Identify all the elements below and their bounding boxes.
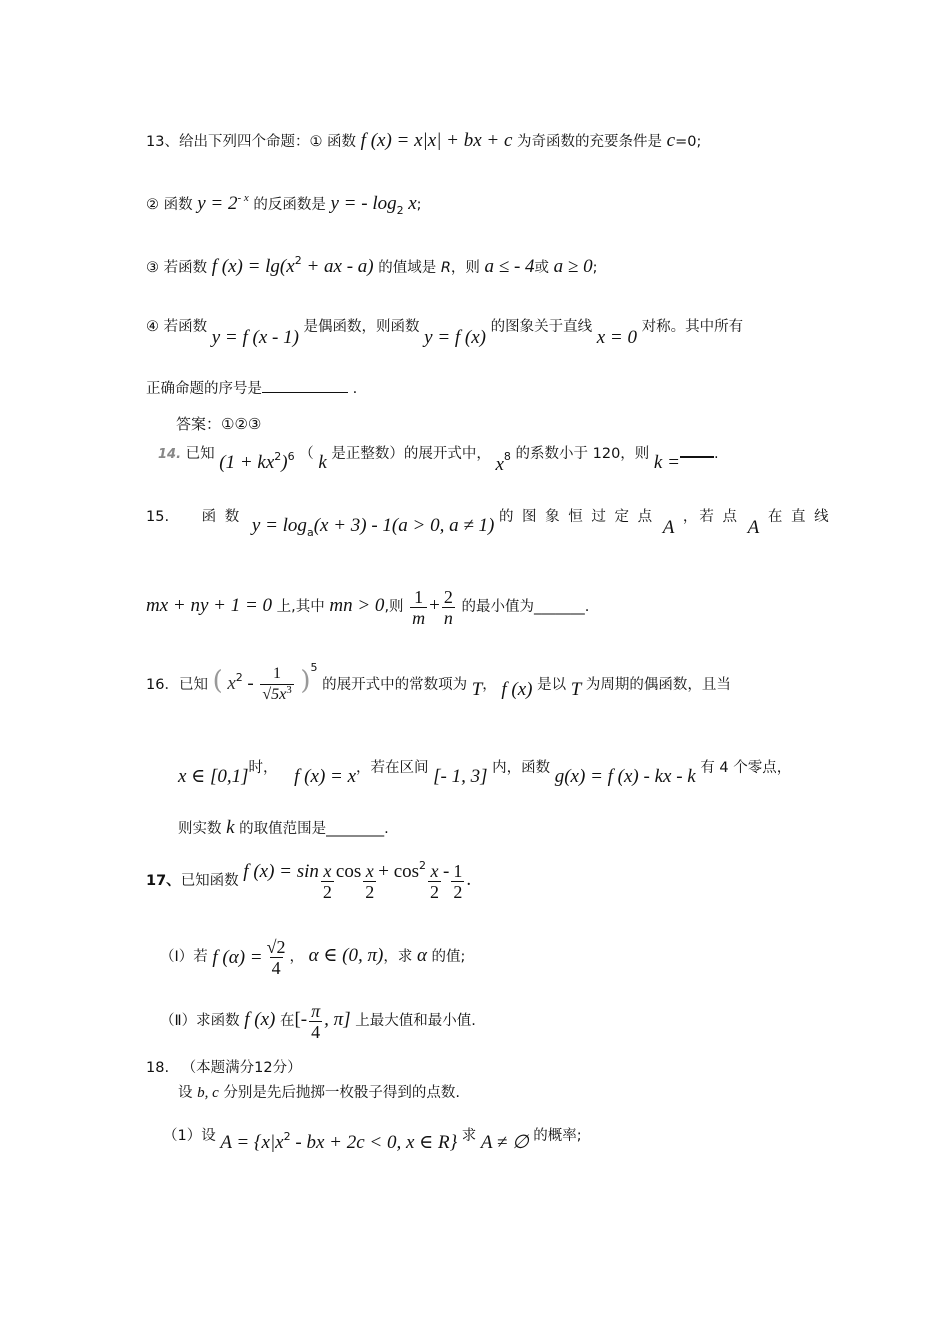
q14-x-pow: 8	[503, 450, 511, 463]
q13-p3-a1: a ≤ - 4	[484, 256, 535, 277]
q16-fx: f (x)	[501, 679, 533, 700]
q17-frac-c	[428, 861, 441, 902]
q13-p2-func: y = 2	[197, 193, 238, 214]
q17-p2-frac-num: π	[311, 1000, 321, 1021]
q17-frac-b-den: 2	[365, 881, 375, 902]
q17-frac-c-den: 2	[430, 881, 440, 902]
q14-mid: 是正整数）的展开式中，	[331, 446, 491, 462]
q17-p2-open: [-	[294, 1009, 308, 1030]
q14-x: x	[495, 454, 504, 475]
q14-blank	[680, 452, 714, 458]
q15-chars1: 函 数	[201, 509, 242, 525]
q13-p3-func-rest: + ax - a)	[301, 256, 374, 277]
q17-p1-comma: ，	[289, 949, 305, 965]
q16-minus: -	[247, 673, 254, 694]
q18-l3-set-rest: - bx + 2c < 0, x ∈ R}	[290, 1132, 458, 1153]
q17-frac-d	[451, 861, 464, 902]
q14-number: 14.	[158, 447, 182, 462]
q15-A2: A	[747, 517, 760, 538]
q17-frac-d-den: 2	[453, 881, 463, 902]
q15-mid5: ,则	[384, 599, 404, 615]
q18-note: （本题满分12分）	[181, 1060, 302, 1076]
q13-ask-text: 正确命题的序号是	[146, 381, 262, 397]
q15-base: a	[306, 526, 314, 539]
q17-p2-f: f (x)	[244, 1009, 276, 1030]
q17-cos: cos	[335, 861, 362, 882]
q13-prop2	[146, 194, 422, 216]
q18-l3-tail: 的概率;	[533, 1128, 582, 1144]
q17-p2-close: , π]	[324, 1009, 351, 1030]
q16-line2	[178, 757, 792, 787]
q16-comma: ，	[482, 677, 497, 693]
q17-p1-frac	[265, 937, 288, 978]
q15-cond: mn > 0	[329, 595, 385, 616]
q15-func: y = log	[251, 515, 307, 536]
q13-answer-text: 答案：①②③	[176, 415, 262, 433]
q17-p1-label: （Ⅰ）若	[160, 949, 208, 965]
q17-line1	[146, 858, 471, 904]
q14-tail: .	[713, 446, 719, 462]
q17-p1-f: f (α) =	[212, 947, 263, 968]
q13-p3-or: 或	[534, 260, 550, 276]
q17-p2-label: （Ⅱ）求函数	[160, 1013, 240, 1029]
q17-frac-b	[363, 861, 376, 902]
q16-interval: [- 1, 3]	[433, 766, 488, 787]
q16-line3	[178, 818, 389, 839]
q15-mid: 的 图 象 恒 过 定 点	[498, 509, 655, 525]
q17-frac-c-num: x	[430, 860, 439, 881]
q17-cos-pow: 2	[419, 859, 427, 872]
q16-frac-num: 1	[273, 665, 281, 682]
q14-pow: 6	[287, 450, 295, 463]
q13-function: f (x) = x|x| + bx + c	[360, 130, 513, 151]
q17-p2-frac-den: 4	[311, 1021, 321, 1042]
q17-prefix: 已知函数	[180, 873, 239, 889]
q16-x2-pow: 2	[235, 671, 243, 684]
q13-p2-prefix: ② 函数	[146, 197, 193, 213]
q18-line3	[163, 1125, 582, 1153]
right-paren: )	[300, 666, 311, 696]
q15-mid4: 上,其中	[276, 599, 325, 615]
q17-f: f (x) = sin	[243, 861, 319, 882]
q13-p2-inv: y = - log	[330, 193, 397, 214]
q17-frac-b-num: x	[365, 860, 374, 881]
q14-line	[158, 443, 719, 475]
q17-part1	[160, 932, 465, 981]
q17-part2	[160, 996, 476, 1045]
q14-prefix: 已知	[185, 446, 215, 462]
q13-p3-mid: 的值域是	[378, 260, 437, 276]
q15-plus: +	[429, 595, 440, 616]
q16-T1: T	[471, 679, 483, 700]
q16-frac-den-text: √5x	[262, 686, 287, 703]
q17-p1-domain: α ∈ (0, π)	[308, 945, 384, 966]
left-paren: (	[212, 666, 223, 696]
q15-frac1-num: 1	[414, 586, 424, 607]
q13-p3-tail: ;	[592, 260, 598, 276]
q17-p1-frac-num: √2	[266, 936, 286, 957]
q17-p1-tail: ，求	[383, 949, 413, 965]
q17-p2-in: 在	[279, 1013, 295, 1029]
q16-l2-tail: 有 4 个零点，	[700, 760, 792, 776]
q17-frac-a-den: 2	[322, 881, 332, 902]
q17-frac-a-num: x	[323, 860, 332, 881]
q16-l3-k: k	[226, 817, 235, 838]
q16-tail: 为周期的偶函数，且当	[585, 677, 731, 693]
q15-frac1	[410, 587, 427, 628]
q18-l2-vars: b, c	[197, 1085, 219, 1101]
q18-l2-prefix: 设	[178, 1085, 193, 1101]
q18-number: 18.	[146, 1060, 170, 1076]
q13-prop4	[146, 316, 744, 348]
q13-answer	[176, 414, 261, 434]
q18-l3-sq: 2	[283, 1130, 291, 1143]
q13-p4-mid2: 的图象关于直线	[490, 319, 593, 335]
q17-number: 17、	[146, 873, 181, 889]
q16-number: 16．已知	[146, 677, 208, 693]
q13-p3-R: R	[440, 260, 451, 276]
q16-l2-mid2: 内，函数	[492, 760, 551, 776]
q15-line1	[146, 506, 831, 539]
q17-p1-frac-den: 4	[271, 957, 281, 978]
q16-mid2: 是以	[537, 677, 567, 693]
q16-x2: x	[227, 673, 236, 694]
q15-frac1-den: m	[412, 607, 426, 628]
q13-cond-tail: =0;	[675, 134, 702, 150]
q16-frac-den	[260, 684, 293, 706]
q13-p3-comma: ，则	[450, 260, 480, 276]
q15-func-rest: (x + 3) - 1(a > 0, a ≠ 1)	[313, 515, 495, 536]
q13-p3-sq: 2	[294, 254, 302, 267]
q15-mid2: ，若 点	[682, 509, 740, 525]
q18-l2-tail: 分别是先后抛掷一枚骰子得到的点数.	[223, 1085, 460, 1101]
q15-A1: A	[662, 517, 675, 538]
q16-g: g(x) = f (x) - kx - k	[554, 766, 696, 787]
q18-line2	[178, 1083, 460, 1103]
q15-mid3: 在 直 线	[767, 509, 831, 525]
q16-domain: x ∈ [0,1]	[178, 766, 249, 787]
q13-prefix: 13、给出下列四个命题：① 函数	[146, 134, 357, 150]
q14-expr: (1 + kx	[219, 452, 275, 473]
q13-ask	[146, 378, 357, 399]
q13-p4-mid: 是偶函数，则函数	[303, 319, 420, 335]
q17-frac-d-num: 1	[453, 860, 463, 881]
q17-p2-frac	[309, 1001, 322, 1042]
q13-p4-func: y = f (x - 1)	[211, 327, 299, 348]
q17-p1-alpha: α	[416, 945, 427, 966]
q13-p2-base: 2	[396, 204, 404, 217]
q13-p4-prefix: ④ 若函数	[146, 319, 208, 335]
q18-l3-set: A = {x|x	[220, 1132, 284, 1153]
q18-l3-cond: A ≠ ∅	[480, 1132, 529, 1153]
q16-l2-mid: ，若在区间	[356, 760, 429, 776]
q13-p2-tail: ;	[416, 197, 422, 213]
q16-f: f (x) = x	[294, 766, 357, 787]
q13-p2-x: x	[408, 193, 417, 214]
q13-p2-exp: - x	[237, 192, 249, 204]
q13-p3-prefix: ③ 若函数	[146, 260, 208, 276]
q13-p3-a2: a ≥ 0	[553, 256, 593, 277]
q16-frac-den-pow: 3	[286, 684, 292, 696]
q15-frac2-num: 2	[443, 586, 453, 607]
q13-p3-func: f (x) = lg(x	[211, 256, 295, 277]
q16-T2: T	[570, 679, 582, 700]
q14-mid2: 的系数小于 120，则	[515, 446, 650, 462]
q14-paren: （	[299, 446, 314, 462]
q15-number: 15.	[146, 509, 170, 525]
q16-mid: 的展开式中的常数项为	[322, 677, 468, 693]
q17-plus-cos: + cos	[378, 861, 420, 882]
q14-expr-close: )	[281, 452, 288, 473]
q13-mid: 为奇函数的充要条件是	[517, 134, 663, 150]
q15-line-eq: mx + ny + 1 = 0	[146, 595, 273, 616]
q17-dot: .	[466, 869, 472, 890]
q13-cond-var: c	[666, 130, 676, 151]
q16-l3-tail: 的取值范围是________.	[239, 821, 389, 837]
q13-p4-tail: 对称。其中所有	[641, 319, 744, 335]
q18-l3-ask: 求	[461, 1128, 477, 1144]
q13-prop3	[146, 254, 598, 279]
q17-minus: -	[443, 861, 450, 882]
q16-l3-prefix: 则实数	[178, 821, 222, 837]
q16-outer-pow: 5	[310, 661, 318, 674]
q13-p4-line: x = 0	[596, 327, 637, 348]
q15-frac2-den: n	[443, 607, 453, 628]
q17-p1-tail2: 的值;	[431, 949, 466, 965]
answer-blank	[262, 378, 348, 393]
q18-l3-label: （1）设	[163, 1128, 216, 1144]
q14-k-eq: k =	[653, 452, 680, 473]
q13-line1	[146, 131, 701, 152]
q16-when: 时，	[248, 760, 278, 776]
q17-p2-tail: 上最大值和最小值.	[355, 1013, 476, 1029]
q14-sq: 2	[274, 450, 282, 463]
q13-p4-func2: y = f (x)	[424, 327, 487, 348]
q16-line1	[146, 656, 731, 711]
q13-ask-tail: .	[348, 381, 358, 397]
q17-frac-a	[321, 861, 334, 902]
q16-frac	[260, 664, 293, 706]
q15-frac2	[442, 587, 455, 628]
q14-k: k	[318, 452, 327, 473]
q15-tail: 的最小值为_______.	[461, 599, 590, 615]
q15-line2	[146, 584, 589, 629]
q18-line1	[146, 1058, 302, 1078]
q13-p2-mid: 的反函数是	[253, 197, 326, 213]
